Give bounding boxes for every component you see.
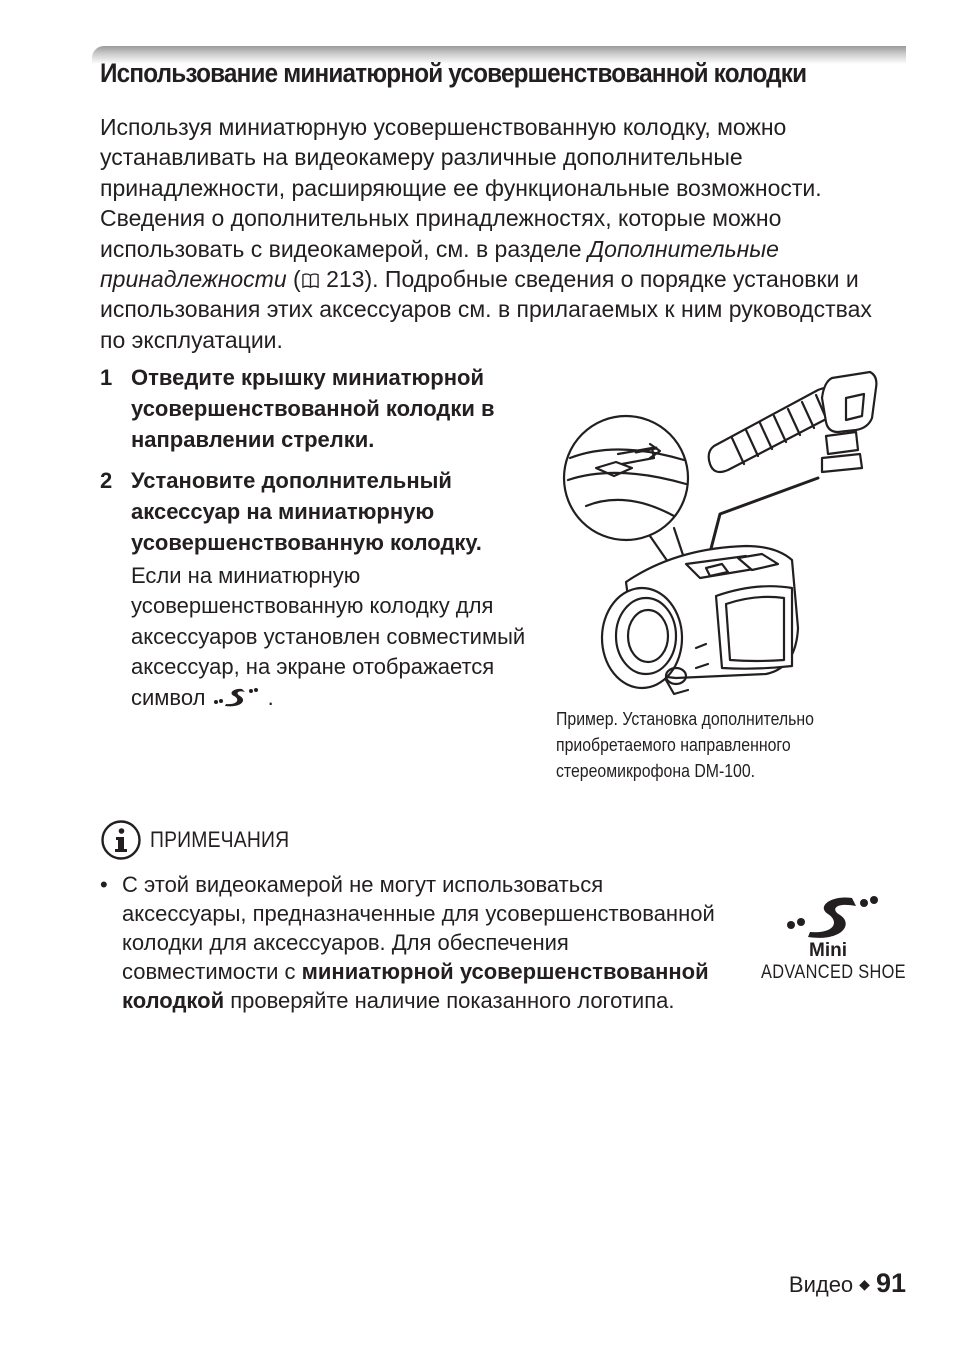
mini-advanced-shoe-symbol-icon <box>212 685 262 709</box>
step-2 <box>100 465 540 713</box>
step-note: Если на миниатюрную усовершенствованную колодку для аксессуаров установлен совместимый аксессуар, на экране отображается символ . <box>131 563 526 710</box>
footer-section: Видео <box>788 1272 854 1297</box>
detail-magnifier-circle <box>564 416 688 540</box>
camcorder-microphone-illustration <box>556 368 886 703</box>
info-icon <box>100 819 142 861</box>
notes-title: ПРИМЕЧАНИЯ <box>150 827 290 852</box>
step-number: 1 <box>100 365 113 390</box>
list-item: • С этой видеокамерой не могут использоваться аксессуары, предназначенные для усовершенствованной колодки для аксессуаров. Для обеспечения совместимости с миниатюрной усовершенствованной колодкой проверяйте наличие показанного логотипа. <box>100 872 715 1013</box>
steps-list <box>100 362 540 713</box>
logo-text: ADVANCED SHOE <box>761 962 906 983</box>
intro-paragraph: Используя миниатюрную усовершенствованную колодку, можно устанавливать на видеокамеру различные дополнительные принадлежности, расширяющие ее функциональные возможности. Сведения о дополнительных принадлежностях, которые можно использовать с видеокамерой, см. в разделе Дополнительные принадлежности ( 213). Подробные сведения о порядке установки и использования этих аксессуаров см. в прилагаемых к ним руководствах по эксплуатации. <box>100 114 872 353</box>
microphone <box>709 372 877 472</box>
intro-text: Используя миниатюрную усовершенствованную колодку, можно устанавливать на видеокамеру различные дополнительные принадлежности, расширяющие ее функциональные возможности. Сведения о дополнительных принадлежностях, которые можно использовать с видеокамерой, см. в разделе <box>100 114 822 262</box>
page-footer <box>789 1268 906 1299</box>
step-1 <box>100 362 540 455</box>
camcorder <box>602 546 798 694</box>
step-text: Отведите крышку миниатюрной усовершенствованной колодки в направлении стрелки. <box>131 365 495 452</box>
notes-list <box>100 870 720 1015</box>
logo-mini-text: Mini <box>809 940 847 961</box>
step-text: Установите дополнительный аксессуар на миниатюрную усовершенствованную колодку. <box>131 468 482 555</box>
intro-reference-link: Дополнительные принадлежности <box>100 235 779 293</box>
diamond-icon: ◆ <box>859 1276 870 1292</box>
page-title: Использование миниатюрной усовершенствованной колодки <box>100 58 807 88</box>
book-icon <box>302 272 319 289</box>
bullet: • <box>100 872 108 897</box>
illustration-caption: Пример. Установка дополнительно приобретаемого направленного стереомикрофона DM-100. <box>556 709 814 781</box>
emphasis: миниатюрной усовершенствованной колодкой <box>122 959 709 1013</box>
step-number: 2 <box>100 468 113 493</box>
notes-header <box>100 819 400 863</box>
page-reference: 213 <box>319 266 365 293</box>
page-number: 91 <box>875 1268 906 1298</box>
